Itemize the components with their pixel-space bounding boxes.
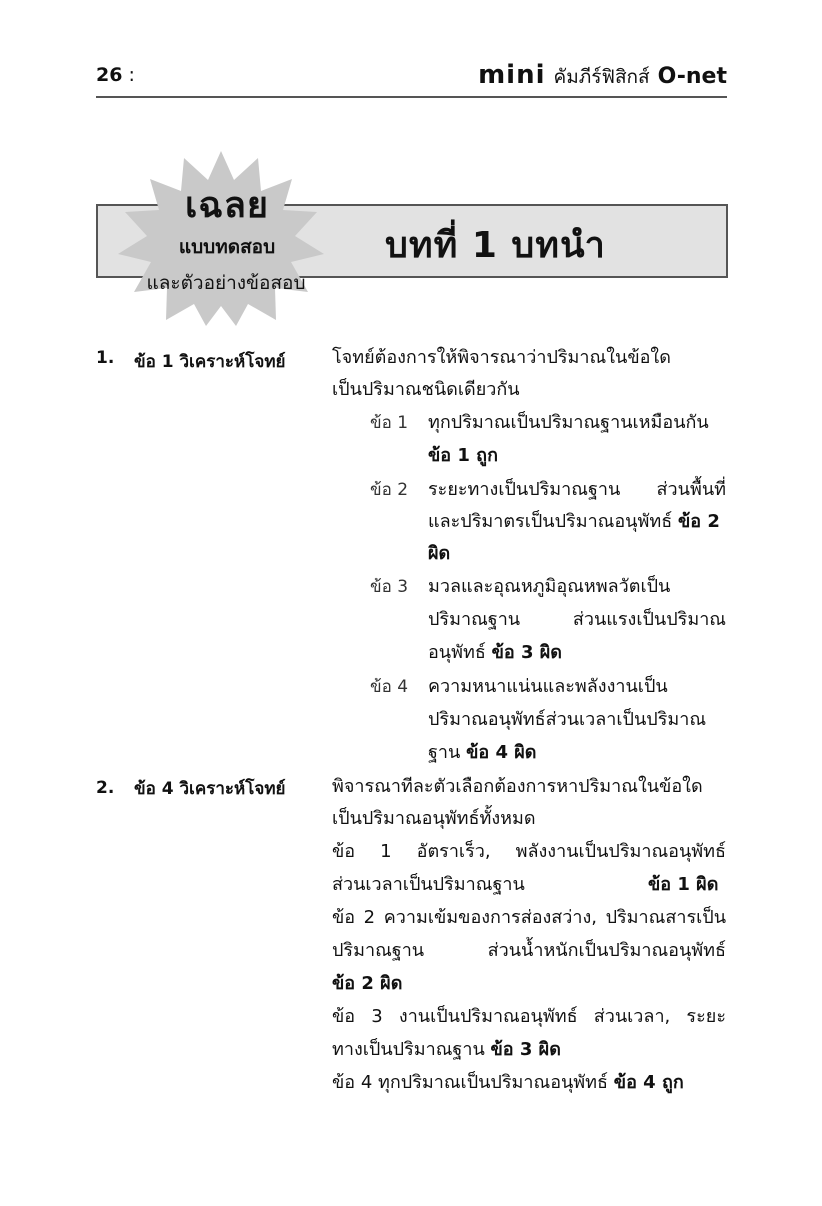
q2-option2-verdict: ข้อ 2 ผิด — [332, 973, 403, 994]
brand-title: คัมภีร์ฟิสิกส์ — [553, 66, 650, 88]
page-number-value: 26 — [96, 64, 123, 86]
q1-option1-verdict: ข้อ 1 ถูก — [428, 445, 498, 466]
q2-intro-line2: เป็นปริมาณอนุพัทธ์ทั้งหมด — [332, 808, 536, 829]
badge-subtitle-2: และตัวอย่างข้อสอบ — [146, 272, 306, 294]
q2-option3-line2-text: ทางเป็นปริมาณฐาน — [332, 1039, 485, 1060]
q1-option4-line1: ความหนาแน่นและพลังงานเป็น — [428, 676, 668, 697]
q1-option4-verdict: ข้อ 4 ผิด — [466, 742, 537, 763]
page-number — [96, 64, 135, 86]
page-number-colon: : — [128, 64, 135, 86]
q2-option3-verdict: ข้อ 3 ผิด — [490, 1039, 561, 1060]
q1-option2-verdict-1: ข้อ 2 — [677, 511, 720, 532]
badge-subtitle-1: แบบทดสอบ — [178, 236, 276, 258]
q1-intro-line2: เป็นปริมาณชนิดเดียวกัน — [332, 379, 520, 400]
q2-intro-line1: พิจารณาทีละตัวเลือกต้องการหาปริมาณในข้อใด — [332, 776, 703, 797]
q1-option3-verdict: ข้อ 3 ผิด — [491, 642, 562, 663]
q1-intro-line1: โจทย์ต้องการให้พิจารณาว่าปริมาณในข้อใด — [332, 347, 671, 368]
brand-mini: mini — [478, 60, 546, 90]
q1-option4-line3-text: ฐาน — [428, 742, 461, 763]
q1-option4-line3 — [428, 738, 537, 768]
q2-option1-line1: ข้อ 1 อัตราเร็ว, พลังงานเป็นปริมาณอนุพัทธ์ — [332, 841, 726, 862]
header-rule — [96, 96, 727, 98]
q1-option2-verdict-2: ผิด — [428, 543, 451, 564]
q1-option4-label: ข้อ 4 — [370, 677, 409, 697]
q2-option2-line2: ปริมาณฐาน ส่วนน้ำหนักเป็นปริมาณอนุพัทธ์ — [332, 940, 726, 961]
q1-option1-label: ข้อ 1 — [370, 413, 409, 433]
badge-answer-title: เฉลย — [185, 185, 269, 226]
q1-option1-line1: ทุกปริมาณเป็นปริมาณฐานเหมือนกัน — [428, 412, 709, 433]
chapter-title: บทที่ 1 บทนำ — [385, 225, 606, 266]
q2-option4-line1-text: ข้อ 4 ทุกปริมาณเป็นปริมาณอนุพัทธ์ — [332, 1072, 609, 1093]
q2-option2-line1: ข้อ 2 ความเข้มของการส่องสว่าง, ปริมาณสารเป็น — [332, 907, 726, 928]
q1-option3-line2: ปริมาณฐาน ส่วนแรงเป็นปริมาณ — [428, 609, 726, 630]
q1-option2-label: ข้อ 2 — [370, 480, 409, 500]
running-header — [478, 60, 727, 92]
q2-option1-verdict: ข้อ 1 ผิด — [648, 874, 719, 895]
q2-number: 2. — [96, 778, 115, 798]
q2-answer: ข้อ 4 วิเคราะห์โจทย์ — [134, 779, 286, 799]
q1-answer: ข้อ 1 วิเคราะห์โจทย์ — [134, 352, 286, 372]
q1-option3-label: ข้อ 3 — [370, 577, 409, 597]
q1-option2-line1: ระยะทางเป็นปริมาณฐาน ส่วนพื้นที่ — [428, 479, 726, 500]
q1-option4-line2: ปริมาณอนุพัทธ์ส่วนเวลาเป็นปริมาณ — [428, 709, 707, 730]
q2-option3-line2 — [332, 1035, 561, 1065]
q2-option1-line2: ส่วนเวลาเป็นปริมาณฐาน — [332, 874, 525, 895]
q1-option3-line1: มวลและอุณหภูมิอุณหพลวัตเป็น — [428, 576, 671, 597]
q2-option4-verdict: ข้อ 4 ถูก — [613, 1072, 684, 1093]
q2-option4-line1 — [332, 1068, 684, 1098]
brand-onet: O-net — [657, 64, 727, 89]
q1-number: 1. — [96, 348, 115, 368]
q1-option3-line3 — [428, 638, 562, 668]
q1-option2-line2-text: และปริมาตรเป็นปริมาณอนุพัทธ์ — [428, 511, 673, 532]
q1-option3-line3-text: อนุพัทธ์ — [428, 642, 486, 663]
q1-option2-line2 — [428, 507, 720, 537]
q2-option3-line1: ข้อ 3 งานเป็นปริมาณอนุพัทธ์ ส่วนเวลา, ระยะ — [332, 1006, 726, 1027]
